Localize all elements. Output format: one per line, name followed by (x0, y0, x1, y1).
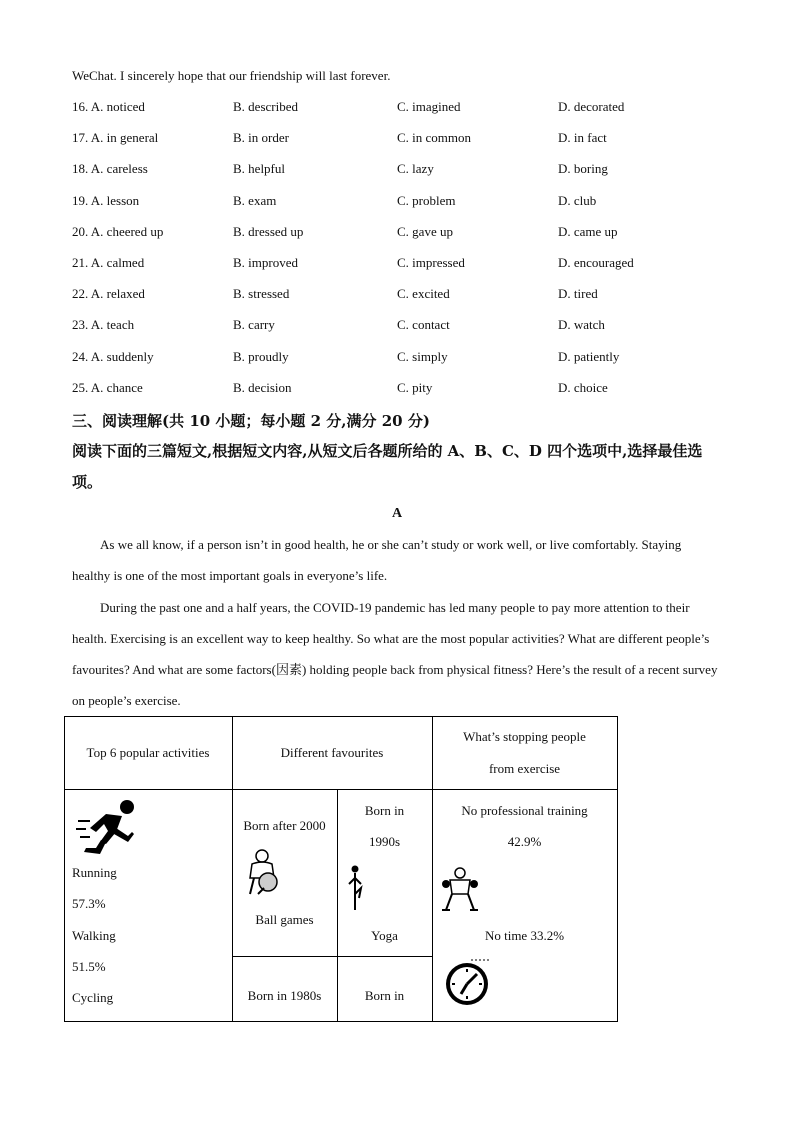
option-row (72, 224, 752, 244)
option-c: C. excited (397, 286, 450, 302)
no-time: No time 33.2% (484, 928, 565, 943)
paragraph-2 (72, 592, 722, 716)
running-icon (76, 798, 140, 856)
option-c: C. simply (397, 348, 448, 364)
intro-line: WeChat. I sincerely hope that our friendship will last forever. (72, 68, 391, 83)
clock-icon (443, 958, 493, 1008)
activity-1-pct: 57.3% (72, 896, 106, 911)
option-a: 19. A. lesson (72, 192, 140, 208)
activity-3: Cycling (72, 990, 114, 1005)
option-row (72, 380, 752, 400)
passage-title: A (391, 506, 403, 521)
option-d: D. boring (558, 161, 608, 177)
header-different-favourites: Different favourites (280, 745, 384, 760)
option-row (72, 99, 752, 119)
option-row (72, 130, 752, 150)
option-c: C. imagined (397, 99, 461, 114)
option-c: C. pity (397, 379, 433, 395)
option-d: D. in fact (558, 130, 607, 146)
paragraph-1-text: As we all know, if a person isn’t in good health, he or she can’t study or work well, or live comfortably. Staying healthy is one of the most important goals in everyone’s life. (72, 537, 682, 583)
option-b: B. improved (233, 255, 298, 270)
option-b: B. decision (233, 379, 292, 395)
born-after-2000: Born after 2000 (243, 818, 326, 833)
option-a: 16. A. noticed (72, 99, 145, 114)
option-a: 20. A. cheered up (72, 223, 164, 239)
option-a: 24. A. suddenly (72, 348, 154, 364)
no-professional-training-pct: 42.9% (507, 834, 542, 849)
option-d: D. watch (558, 317, 605, 333)
born-in-1990s-line2: 1990s (368, 834, 401, 849)
no-professional-training: No professional training (461, 803, 588, 818)
born-in-1990s-line1: Born in (364, 803, 405, 818)
option-d: D. club (558, 192, 597, 208)
option-row (72, 349, 752, 369)
option-d: D. patiently (558, 348, 620, 364)
option-b: B. proudly (233, 348, 289, 364)
option-b: B. in order (233, 130, 289, 146)
option-b: B. dressed up (233, 223, 304, 239)
option-row (72, 193, 752, 213)
paragraph-1 (72, 529, 722, 591)
option-a: 21. A. calmed (72, 255, 145, 270)
option-a: 25. A. chance (72, 379, 143, 395)
option-c: C. contact (397, 317, 450, 333)
option-d: D. choice (558, 379, 608, 395)
option-c: C. in common (397, 130, 472, 146)
instructions: 阅读下面的三篇短文,根据短文内容,从短文后各题所给的 A、B、C、D 四个选项中,选择最佳选项。 (72, 442, 703, 491)
option-c: C. problem (397, 192, 456, 208)
option-d: D. decorated (558, 99, 625, 114)
option-c: C. gave up (397, 223, 453, 239)
option-row (72, 286, 752, 306)
option-d: D. tired (558, 286, 598, 302)
boxer-icon (440, 866, 480, 912)
born-in: Born in (364, 988, 405, 1003)
ball-games-icon (244, 848, 280, 896)
option-b: B. helpful (233, 161, 285, 177)
option-row (72, 255, 752, 275)
option-b: B. stressed (233, 286, 290, 302)
option-d: D. encouraged (558, 255, 634, 270)
paragraph-2-text: During the past one and a half years, the COVID-19 pandemic has led many people to pay more attention to their health. Exercising is an excellent way to keep healthy. So what are the most popular activities? What are different people’s favourites? And what are some factors(因素) holding people back from physical fitness? Here’s the result of a recent survey on people’s exercise. (72, 600, 718, 708)
option-row (72, 317, 752, 337)
option-c: C. impressed (397, 255, 465, 270)
option-a: 23. A. teach (72, 317, 135, 333)
option-d: D. came up (558, 223, 618, 239)
option-c: C. lazy (397, 161, 434, 177)
yoga-icon (346, 864, 364, 912)
yoga: Yoga (371, 928, 398, 943)
activity-1: Running (72, 865, 117, 880)
section-heading: 三、阅读理解(共 10 小题；每小题 2 分,满分 20 分) (72, 412, 430, 430)
option-b: B. described (233, 99, 298, 114)
option-b: B. exam (233, 192, 277, 208)
header-stopping-line2: from exercise (488, 761, 561, 776)
ball-games: Ball games (255, 912, 314, 927)
activity-2: Walking (72, 928, 116, 943)
option-a: 22. A. relaxed (72, 286, 145, 302)
born-in-1980s: Born in 1980s (247, 988, 322, 1003)
header-stopping-line1: What’s stopping people (463, 729, 586, 744)
header-popular-activities: Top 6 popular activities (86, 745, 210, 760)
option-b: B. carry (233, 317, 275, 333)
option-a: 17. A. in general (72, 130, 159, 146)
option-row (72, 161, 752, 181)
activity-2-pct: 51.5% (72, 959, 106, 974)
option-a: 18. A. careless (72, 161, 148, 177)
